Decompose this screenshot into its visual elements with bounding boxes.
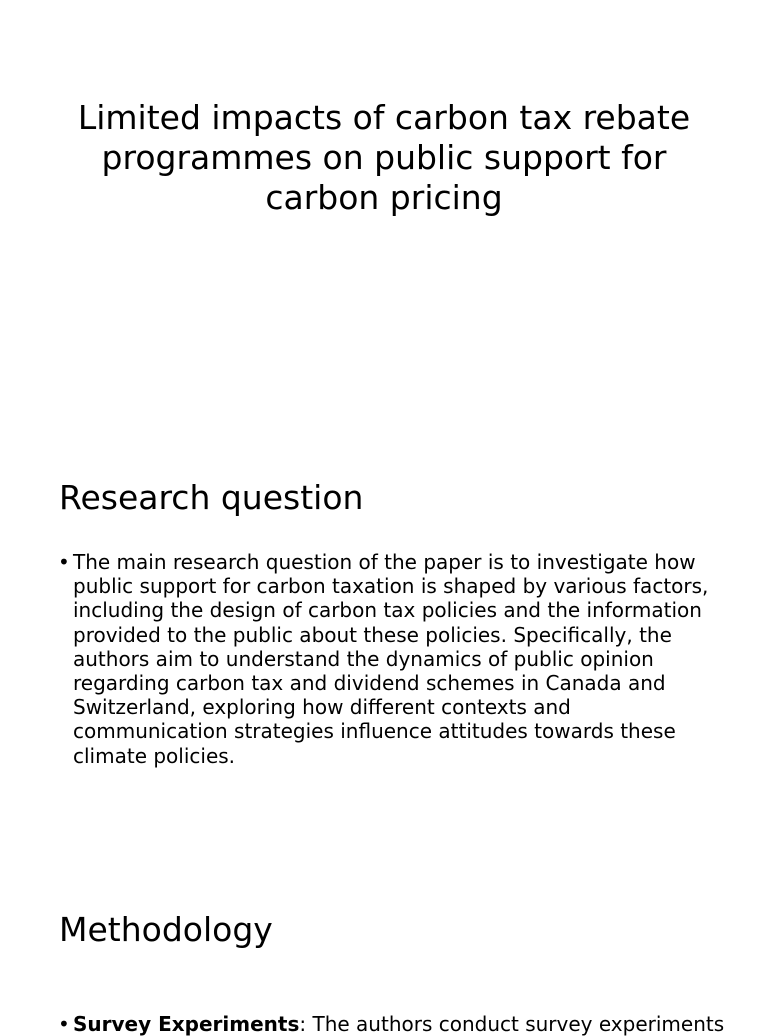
section-heading-methodology: Methodology <box>59 910 273 949</box>
section-heading-research-question: Research question <box>59 478 364 517</box>
list-item <box>58 1012 758 1036</box>
bullet-icon: • <box>58 1012 70 1036</box>
slide-title: Limited impacts of carbon tax rebate programmes on public support for carbon pricing <box>77 98 691 217</box>
bullet-text: The main research question of the paper is to investigate how public support for carbon taxation is shaped by various factors, including the design of carbon tax policies and the information provided to the public about these policies. Specifically, the authors aim to understand the dynamics of public opinion regarding carbon tax and dividend schemes in Canada and Switzerland, exploring how different contexts and communication strategies influence attitudes towards these climate policies. <box>73 550 709 768</box>
bullet-icon: • <box>58 550 70 574</box>
list-item <box>58 550 718 768</box>
bullet-term: Survey Experiments <box>73 1012 300 1036</box>
bullet-text: : The authors conduct survey experiments <box>299 1012 725 1036</box>
methodology-bullet-list <box>58 1012 758 1036</box>
research-question-bullet-list <box>58 550 718 768</box>
